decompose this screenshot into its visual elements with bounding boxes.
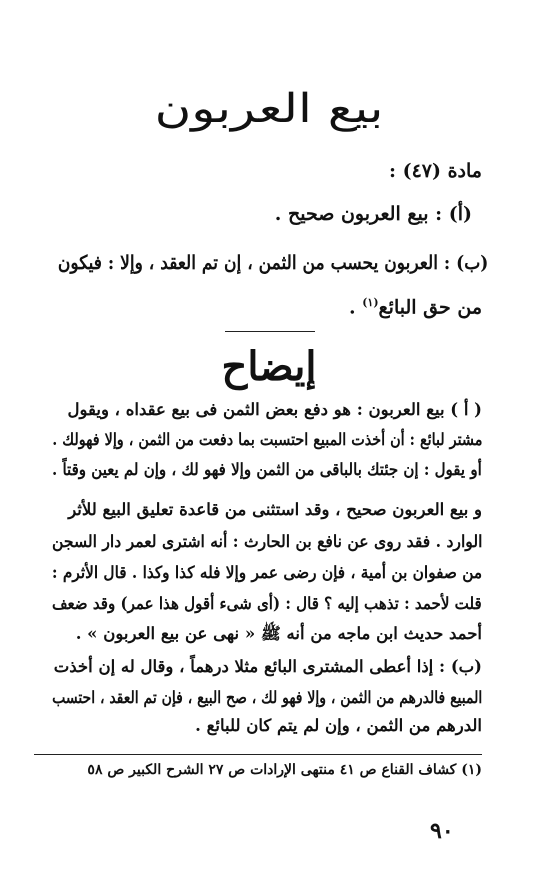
explanation-line: مشتر لبائع : أن أخذت المبيع احتسبت بما دفعت من الثمن ، وإلا فهولك .	[51, 430, 482, 449]
clause-b-continued	[349, 296, 482, 318]
footnote-rule	[34, 754, 482, 755]
clause-b-end: .	[348, 296, 356, 319]
footnote-marker: (١)	[362, 296, 379, 309]
explanation-line: و بيع العربون صحيح ، وقد استثنى من قاعدة تعليق البيع للأثر	[68, 500, 482, 519]
explanation-line: أو يقول : إن جئتك بالباقى من الثمن وإلا فهو لك ، وإن لم يعين وقتاً .	[52, 460, 482, 479]
explanation-line: الدرهم من الثمن ، وإن لم يتم كان للبائع .	[195, 716, 482, 735]
explanation-line: (ب) : إذا أعطى المشترى البائع مثلا درهماً ، وقال له إن أخذت	[53, 657, 482, 676]
clause-b-tail: من حق البائع	[378, 296, 482, 319]
explanation-line: قلت لأحمد : تذهب إليه ؟ قال : (أى شىء أقول هذا عمر) وقد ضعف	[52, 594, 482, 613]
page-number: ٩٠	[430, 818, 454, 844]
explanation-heading: إيضاح	[221, 343, 317, 390]
chapter-title: بيع العربون	[154, 86, 384, 132]
footnote: (١) كشاف القناع ص ٤١ منتهى الإرادات ص ٢٧ الشرح الكبير ص ٥٨	[87, 762, 482, 778]
explanation-line: الوارد . فقد روى عن نافع بن الحارث : أنه اشترى لعمر دار السجن	[51, 532, 482, 551]
explanation-line: ( أ ) بيع العربون : هو دفع بعض الثمن فى بيع عقداه ، ويقول	[67, 400, 482, 419]
section-divider	[225, 331, 315, 332]
explanation-line: من صفوان بن أمية ، فإن رضى عمر وإلا فله كذا وكذا . قال الأثرم :	[51, 563, 482, 582]
clause-a: (أ) : بيع العربون صحيح .	[274, 203, 472, 225]
article-heading: مادة (٤٧) :	[388, 160, 482, 182]
explanation-line: المبيع فالدرهم من الثمن ، وإلا فهو لك ، صح البيع ، فإن تم العقد ، احتسب	[51, 688, 482, 707]
clause-b: (ب) : العربون يحسب من الثمن ، إن تم العقد ، وإلا : فيكون	[57, 252, 488, 274]
explanation-line: أحمد حديث ابن ماجه من أنه ﷺ « نهى عن بيع العربون » .	[75, 624, 482, 643]
